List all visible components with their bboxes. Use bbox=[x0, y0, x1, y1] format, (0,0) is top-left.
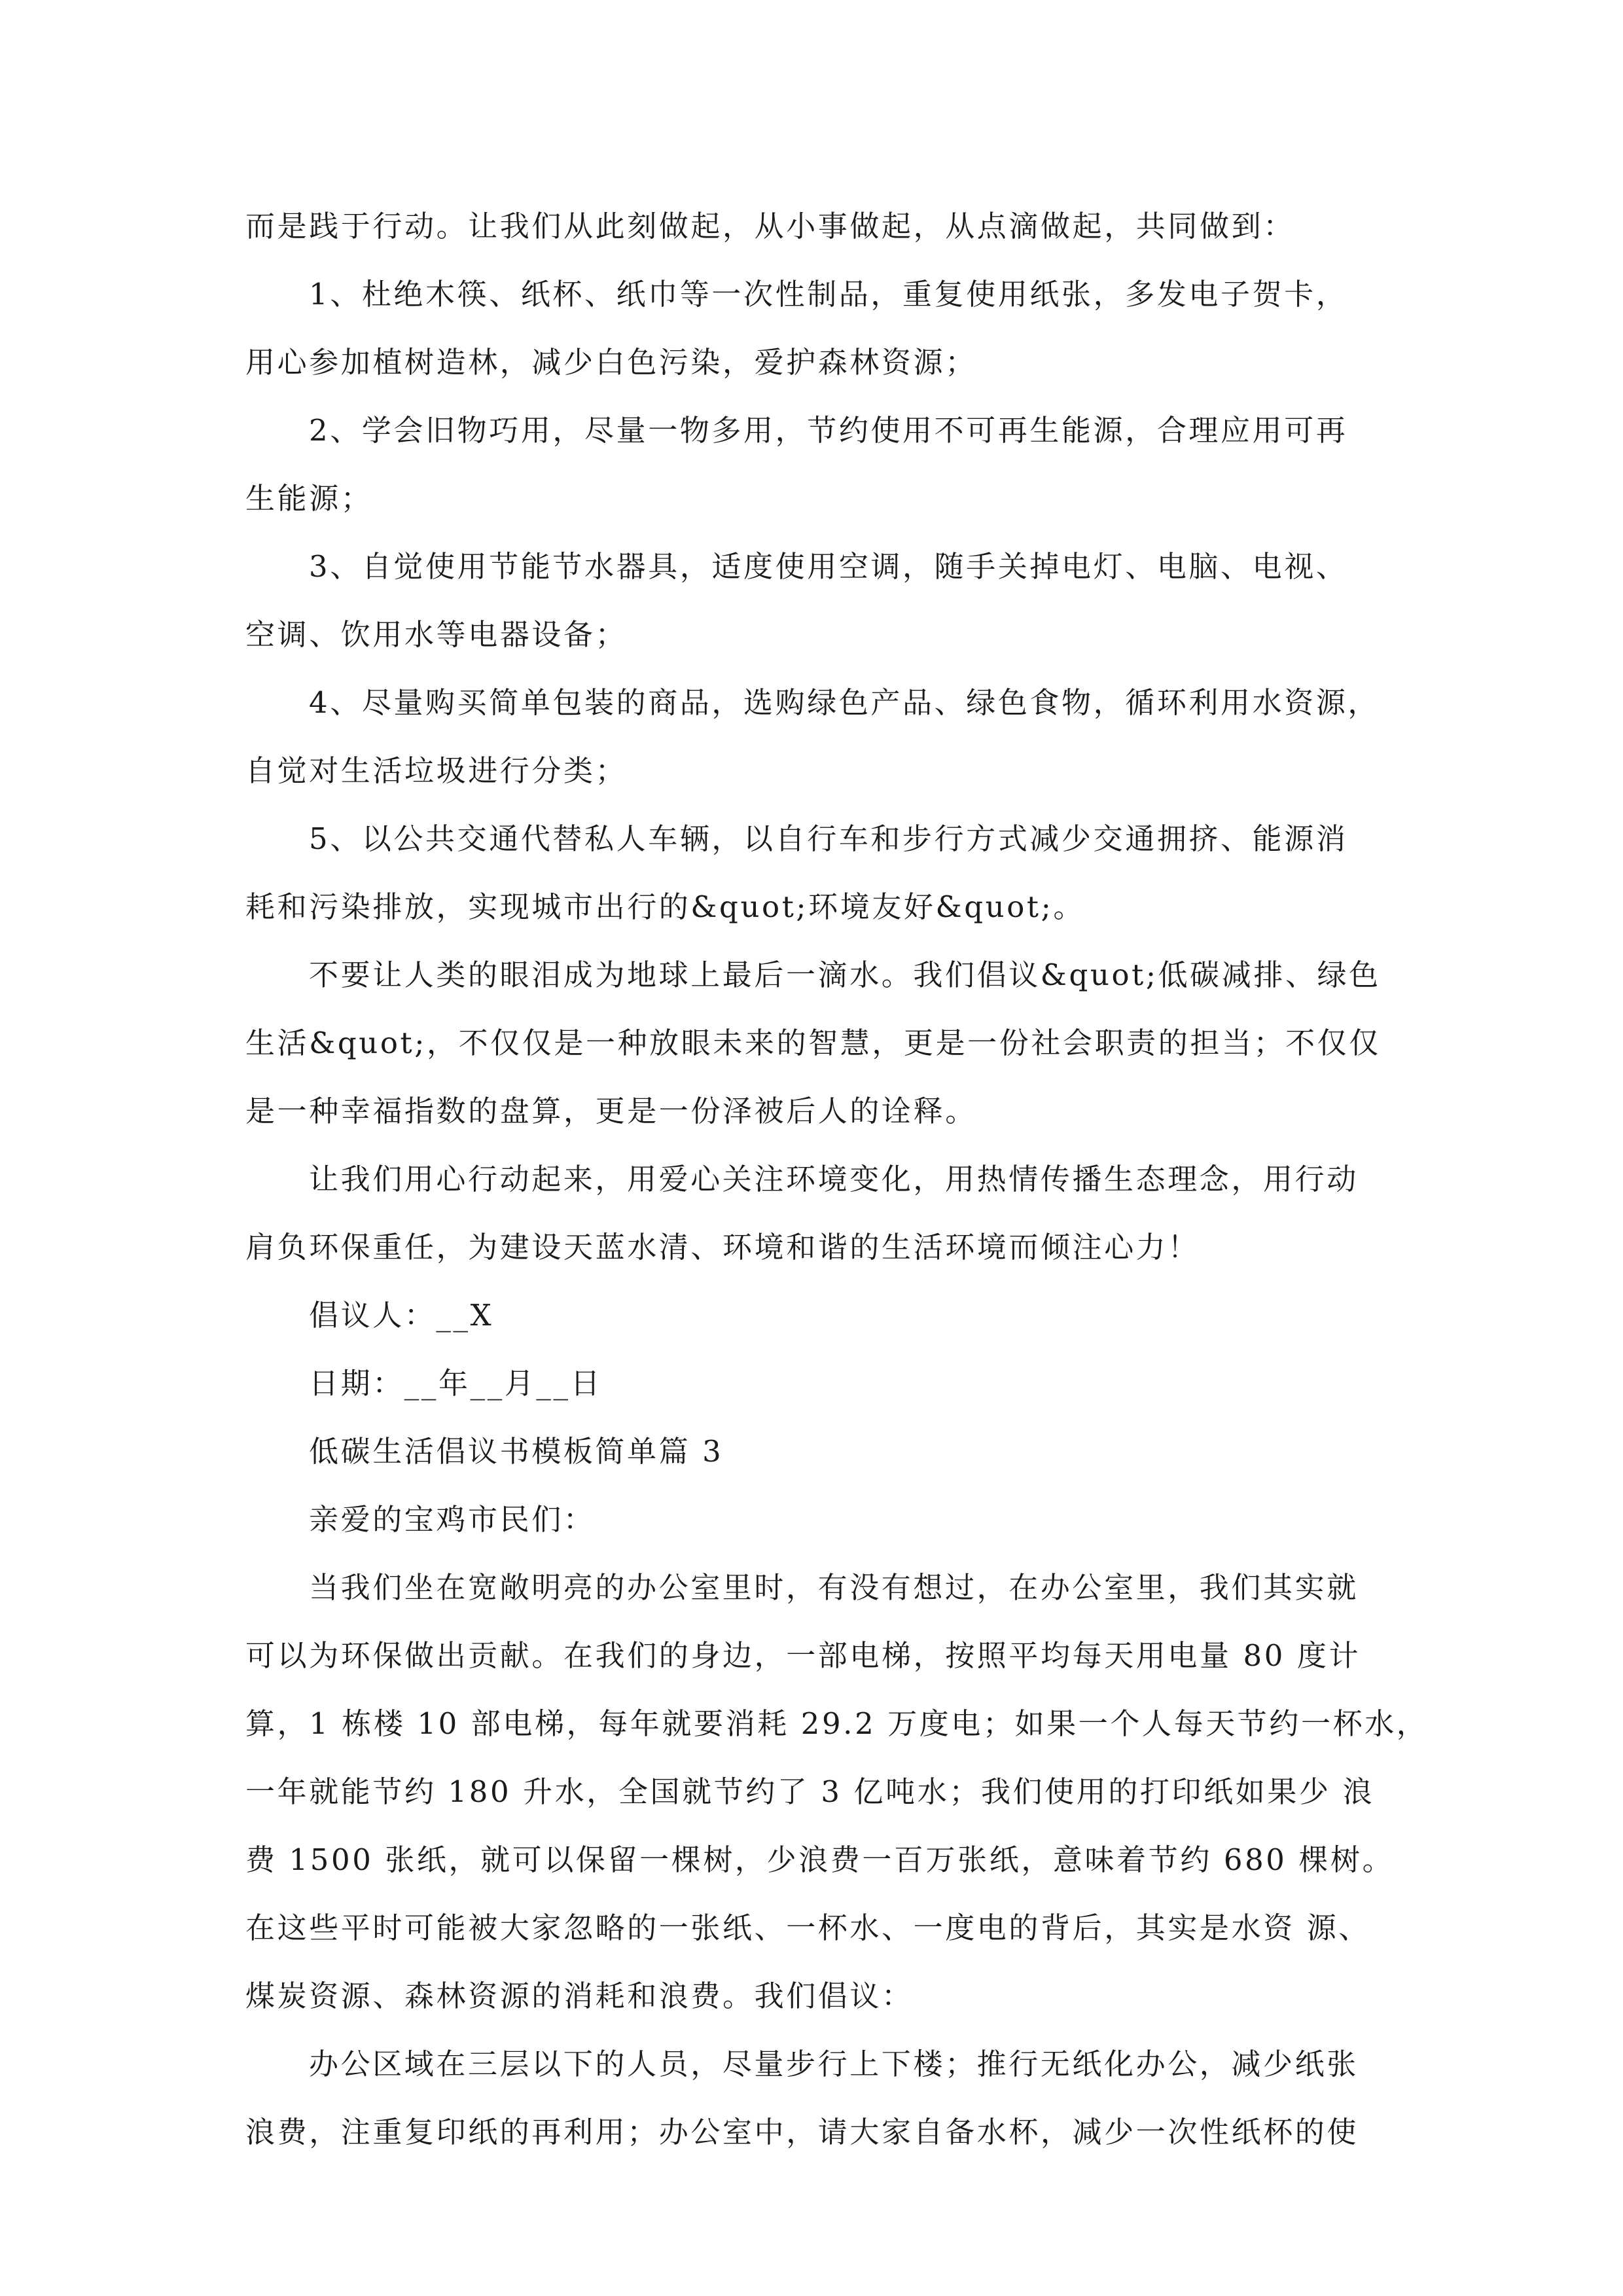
text-line: 费 1500 张纸，就可以保留一棵树，少浪费一百万张纸，意味着节约 680 棵树。 bbox=[245, 1842, 1395, 1877]
section-title: 低碳生活倡议书模板简单篇 3 bbox=[309, 1434, 724, 1469]
paragraph-start: 当我们坐在宽敞明亮的办公室里时，有没有想过，在办公室里，我们其实就 bbox=[309, 1570, 1359, 1605]
list-item-3: 3、自觉使用节能节水器具，适度使用空调，随手关掉电灯、电脑、电视、 bbox=[309, 549, 1348, 584]
paragraph-start: 办公区域在三层以下的人员，尽量步行上下楼；推行无纸化办公，减少纸张 bbox=[309, 2047, 1359, 2081]
text-line: 空调、饮用水等电器设备； bbox=[245, 617, 628, 652]
proposer-line: 倡议人：__X bbox=[309, 1298, 494, 1333]
text-line: 自觉对生活垃圾进行分类； bbox=[245, 753, 628, 788]
text-line: 用心参加植树造林，减少白色污染，爱护森林资源； bbox=[245, 345, 977, 380]
list-item-5: 5、以公共交通代替私人车辆，以自行车和步行方式减少交通拥挤、能源消 bbox=[309, 821, 1348, 856]
text-line: 煤炭资源、森林资源的消耗和浪费。我们倡议： bbox=[245, 1979, 914, 2013]
text-line: 可以为环保做出贡献。在我们的身边，一部电梯，按照平均每天用电量 80 度计 bbox=[245, 1638, 1361, 1673]
text-line: 是一种幸福指数的盘算，更是一份泽被后人的诠释。 bbox=[245, 1094, 977, 1128]
text-line: 生活&quot;，不仅仅是一种放眼未来的智慧，更是一份社会职责的担当；不仅仅 bbox=[245, 1026, 1381, 1060]
salutation: 亲爱的宝鸡市民们： bbox=[309, 1502, 596, 1537]
text-line: 肩负环保重任，为建设天蓝水清、环境和谐的生活环境而倾注心力！ bbox=[245, 1230, 1200, 1265]
list-item-4: 4、尽量购买简单包装的商品，选购绿色产品、绿色食物，循环利用水资源， bbox=[309, 685, 1380, 720]
text-line: 耗和污染排放，实现城市出行的&quot;环境友好&quot;。 bbox=[245, 889, 1085, 924]
text-line: 生能源； bbox=[245, 481, 373, 516]
text-line: 算，1 栋楼 10 部电梯，每年就要消耗 29.2 万度电；如果一个人每天节约一杯水， bbox=[245, 1706, 1429, 1741]
text-line: 而是践于行动。让我们从此刻做起，从小事做起，从点滴做起，共同做到： bbox=[245, 209, 1295, 243]
date-line: 日期：__年__月__日 bbox=[309, 1366, 603, 1401]
text-line: 一年就能节约 180 升水，全国就节约了 3 亿吨水；我们使用的打印纸如果少 浪 bbox=[245, 1774, 1375, 1809]
paragraph-start: 让我们用心行动起来，用爱心关注环境变化，用热情传播生态理念，用行动 bbox=[309, 1162, 1359, 1196]
list-item-2: 2、学会旧物巧用，尽量一物多用，节约使用不可再生能源，合理应用可再 bbox=[309, 413, 1348, 448]
text-line: 浪费，注重复印纸的再利用；办公室中，请大家自备水杯，减少一次性纸杯的使 bbox=[245, 2115, 1359, 2149]
text-line: 在这些平时可能被大家忽略的一张纸、一杯水、一度电的背后，其实是水资 源、 bbox=[245, 1910, 1370, 1945]
paragraph-start: 不要让人类的眼泪成为地球上最后一滴水。我们倡议&quot;低碳减排、绿色 bbox=[309, 958, 1381, 992]
list-item-1: 1、杜绝木筷、纸杯、纸巾等一次性制品，重复使用纸张，多发电子贺卡， bbox=[309, 277, 1348, 312]
